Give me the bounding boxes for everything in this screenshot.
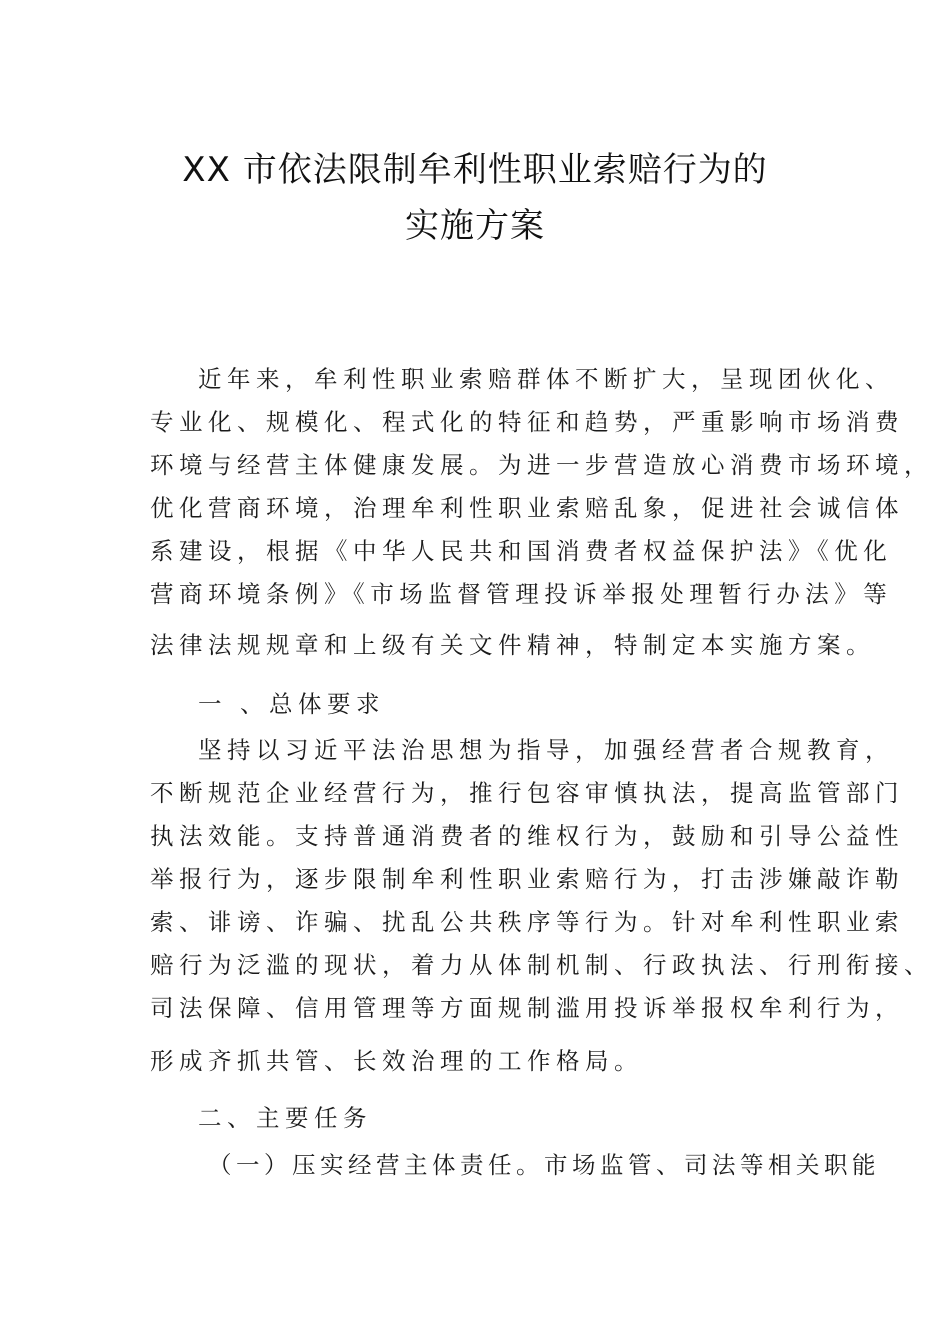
document-title-line-2: 实施方案	[405, 206, 545, 246]
document-title-line-1: XX 市依法限制牟利性职业索赔行为的	[182, 150, 768, 190]
intro-paragraph	[150, 358, 933, 667]
section-1-heading-block	[150, 683, 810, 726]
section-1-line: 不断规范企业经营行为，推行包容审慎执法，提高监管部门	[150, 779, 904, 807]
section-2-heading-block	[150, 1097, 810, 1140]
section-1-line: 坚持以习近平法治思想为指导，加强经营者合规教育，	[198, 736, 894, 764]
intro-line: 法律法规规章和上级有关文件精神，特制定本实施方案。	[150, 631, 875, 659]
section-2-heading: 二、主要任务	[198, 1104, 372, 1132]
intro-line: 近年来，牟利性职业索赔群体不断扩大，呈现团伙化、	[198, 365, 894, 393]
section-1-line: 司法保障、信用管理等方面规制滥用投诉举报权牟利行为，	[150, 994, 904, 1022]
intro-line: 环境与经营主体健康发展。为进一步营造放心消费市场环境，	[150, 451, 933, 479]
section-1-line: 举报行为，逐步限制牟利性职业索赔行为，打击涉嫌敲诈勒	[150, 865, 904, 893]
subsection-1-block	[150, 1144, 880, 1187]
section-1-line: 赔行为泛滥的现状，着力从体制机制、行政执法、行刑衔接、	[150, 951, 933, 979]
section-1-heading: 一 、总体要求	[198, 690, 385, 718]
intro-line: 专业化、规模化、程式化的特征和趋势，严重影响市场消费	[150, 408, 904, 436]
intro-line: 优化营商环境，治理牟利性职业索赔乱象，促进社会诚信体	[150, 494, 904, 522]
section-1-line: 执法效能。支持普通消费者的维权行为，鼓励和引导公益性	[150, 822, 904, 850]
intro-line: 营商环境条例》《市场监督管理投诉举报处理暂行办法》等	[150, 580, 893, 608]
intro-line: 系建设，根据《中华人民共和国消费者权益保护法》《优化	[150, 537, 893, 565]
section-1-line: 形成齐抓共管、长效治理的工作格局。	[150, 1047, 643, 1075]
section-1-line: 索、诽谤、诈骗、扰乱公共秩序等行为。针对牟利性职业索	[150, 908, 904, 936]
subsection-1-line: （一）压实经营主体责任。市场监管、司法等相关职能	[208, 1151, 880, 1179]
section-1-paragraph	[150, 729, 933, 1083]
